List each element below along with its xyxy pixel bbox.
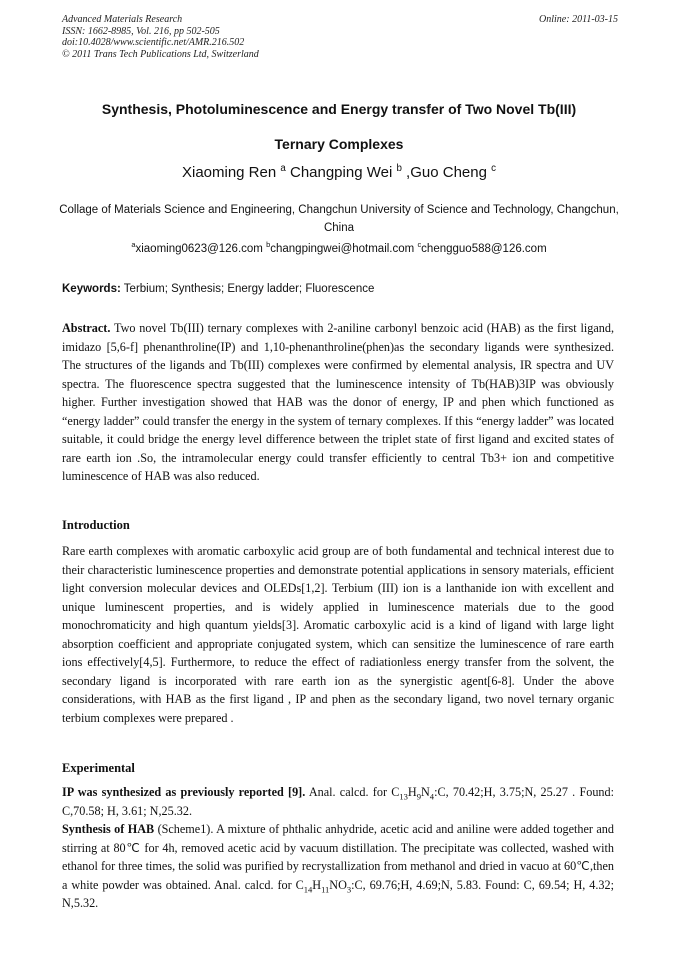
keywords-text: Terbium; Synthesis; Energy ladder; Fluorescence — [123, 283, 375, 295]
title-line-1: Synthesis, Photoluminescence and Energy transfer of Two Novel Tb(III) — [101, 101, 577, 117]
author-name: Changping Wei — [289, 164, 393, 181]
email-mark: c — [417, 240, 422, 250]
subscript: 14 — [303, 883, 313, 894]
formula-element: N — [420, 785, 430, 799]
affiliation: Collage of Materials Science and Engineering, Changchun University of Science and Technology, Changchun, China — [59, 204, 619, 234]
abstract — [62, 319, 614, 486]
email-mark: a — [131, 240, 136, 250]
keywords-label: Keywords: — [62, 283, 121, 295]
formula-element: H — [312, 877, 322, 892]
subscript: 9 — [416, 791, 421, 802]
subscript: 13 — [399, 791, 408, 802]
analysis-text: Anal. calcd. for C — [308, 785, 400, 799]
copyright-line: © 2011 Trans Tech Publications Ltd, Switzerland — [62, 48, 259, 60]
introduction-text: Rare earth complexes with aromatic carboxylic acid group are of both fundamental and technical interest due to their characteristic luminescence properties and demonstrate potential applications in sensory materials, efficient light conversion molecular devices and OLEDs[1,2]. Terbium (III) ion is a lanthanide ion with excellent and unique luminescent properties, and is widely applied in luminescence materials due to the good monochromaticity and high quantum yields[3]. Aromatic carboxylic acid is a kind of ligand with large light absorption coefficient and appropriate conjugated system, which can sensitize the luminescence of rare earth ions effectively[4,5]. Furthermore, to reduce the effect of radiationless energy transfer from the solvent, the secondary ligand is incorporated with rare earth ion as the synergistic agent[6-8]. Under the above considerations, with HAB as the first ligand , IP and phen as the secondary ligand, two novel ternary organic terbium complexes were prepared . — [62, 544, 614, 725]
formula-element: NO — [329, 877, 347, 892]
subscript: 3 — [346, 883, 352, 894]
hab-synthesis-paragraph — [62, 820, 614, 913]
journal-header — [62, 14, 618, 60]
synthesis-text: (Scheme1). A mixture of phthalic anhydride, acetic acid and aniline were added together and stirring at 80℃ for 4h, removed acetic acid by vacuum distillation. The precipitate was collected, washed with ethanol for three times, the solid was purified by recrystallization from methanol and dried in vacuo at 60℃,then a white powder was obtained. Anal. calcd. for C — [62, 822, 614, 892]
author-affil-mark: a — [280, 163, 286, 174]
journal-name: Advanced Materials Research — [62, 14, 183, 25]
keywords — [62, 283, 618, 295]
email-address: xiaoming0623@126.com — [135, 243, 263, 255]
author-affil-mark: b — [396, 163, 402, 174]
paper-title — [40, 92, 638, 162]
abstract-text: Two novel Tb(III) ternary complexes with 2-aniline carbonyl benzoic acid (HAB) as the first ligand, imidazo [5,6-f] phenanthroline(IP) and 1,10-phenanthroline(phen)as the secondary ligands were synthesized. The structures of the ligands and Tb(III) complexes were confirmed by elemental analysis, IR spectra and UV spectra. The fluorescence spectra suggested that the luminescence intensity of Tb(HAB)3IP was obviously higher. Further investigation showed that HAB was the donor of energy, IP and phen which functioned as “energy ladder” could transfer the energy in the system of ternary complexes. If this “energy ladder” was located suitable, it could bridge the energy level difference between the triplet state of first ligand and excited states of rare earth ion .So, the intramolecular energy could transfer efficiently to central Tb3+ ion and competitive luminescence of HAB was also reduced. — [62, 321, 614, 483]
experimental-heading: Experimental — [62, 761, 135, 775]
title-line-2: Ternary Complexes — [274, 136, 404, 152]
email-address: changpingwei@hotmail.com — [270, 243, 415, 255]
formula-element: H — [407, 785, 417, 799]
doi-line: doi:10.4028/www.scientific.net/AMR.216.502 — [62, 37, 245, 48]
email-list — [40, 240, 638, 255]
introduction-heading: Introduction — [62, 518, 130, 532]
subscript: 4 — [429, 791, 435, 802]
author-name: Guo Cheng — [410, 164, 487, 181]
hab-synthesis-lead: Synthesis of HAB — [62, 822, 155, 836]
author-list: Xiaoming Ren $^a$ Changping Wei $^b$ ,Guo Cheng $^c$ — [181, 163, 497, 181]
subscript: 11 — [321, 883, 330, 894]
analysis-text: :C, 70.42;H, 3.75;N, 25.27 . Found: C,70.58; H, 3.61; N,25.32. — [62, 785, 614, 818]
email-mark: b — [266, 240, 271, 250]
analysis-text: :C, 69.76;H, 4.69;N, 5.83. Found: C, 69.54; H, 4.32; N,5.32. — [62, 877, 614, 910]
email-address: chengguo588@126.com — [421, 243, 547, 255]
author-affil-mark: c — [491, 163, 497, 174]
online-date: Online: 2011-03-15 — [539, 14, 618, 25]
ip-synthesis-paragraph — [62, 783, 614, 820]
author-name: Xiaoming Ren — [181, 164, 277, 181]
issn-line: ISSN: 1662-8985, Vol. 216, pp 502-505 — [62, 25, 220, 37]
ip-synthesis-lead: IP was synthesized as previously reported [9]. — [62, 785, 306, 799]
abstract-label: Abstract. — [62, 321, 111, 335]
